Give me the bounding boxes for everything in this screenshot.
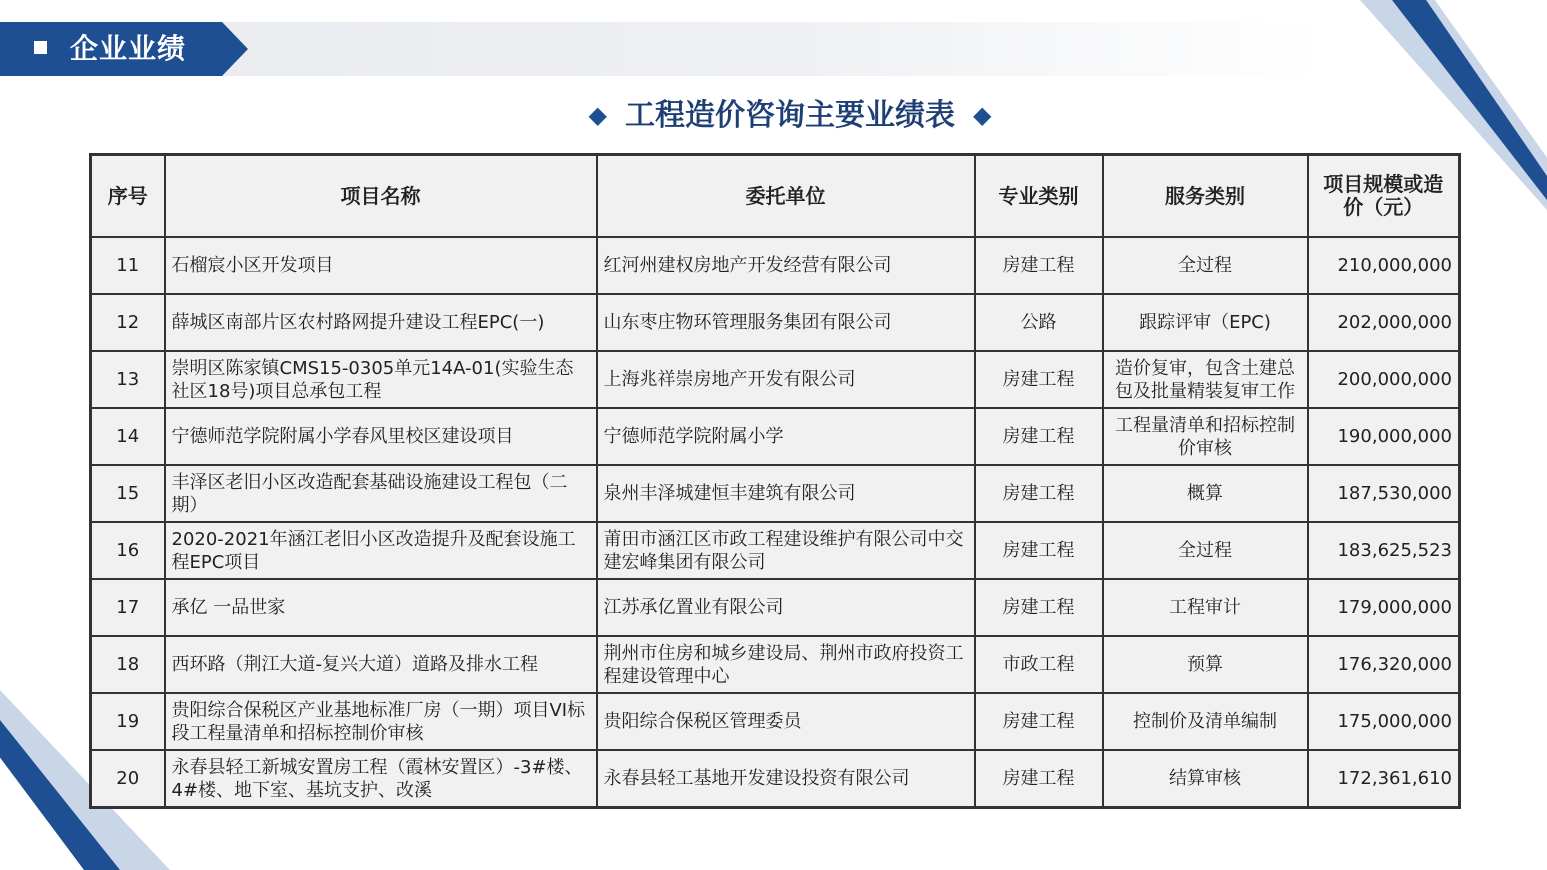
project-name: 承亿 一品世家 [165,579,597,636]
row-number: 12 [91,294,165,351]
table-row [91,636,1460,693]
table-row [91,693,1460,750]
category: 房建工程 [975,351,1103,408]
category: 房建工程 [975,237,1103,294]
category: 房建工程 [975,750,1103,808]
client-name: 莆田市涵江区市政工程建设维护有限公司中交建宏峰集团有限公司 [597,522,975,579]
table-row [91,522,1460,579]
amount: 202,000,000 [1308,294,1460,351]
table-row [91,465,1460,522]
amount: 175,000,000 [1308,693,1460,750]
row-number: 17 [91,579,165,636]
row-number: 19 [91,693,165,750]
column-header-service: 服务类别 [1103,155,1308,238]
table-row [91,750,1460,808]
performance-table [89,153,1461,809]
project-name: 石榴宸小区开发项目 [165,237,597,294]
project-name: 崇明区陈家镇CMS15-0305单元14A-01(实验生态社区18号)项目总承包工程 [165,351,597,408]
project-name: 贵阳综合保税区产业基地标准厂房（一期）项目VI标段工程量清单和招标控制价审核 [165,693,597,750]
amount: 176,320,000 [1308,636,1460,693]
project-name: 丰泽区老旧小区改造配套基础设施建设工程包（二期） [165,465,597,522]
service-type: 造价复审，包含土建总包及批量精装复审工作 [1103,351,1308,408]
amount: 187,530,000 [1308,465,1460,522]
column-header-amount: 项目规模或造价（元） [1308,155,1460,238]
category: 房建工程 [975,693,1103,750]
row-number: 11 [91,237,165,294]
category: 公路 [975,294,1103,351]
amount: 200,000,000 [1308,351,1460,408]
service-type: 工程审计 [1103,579,1308,636]
service-type: 全过程 [1103,522,1308,579]
service-type: 概算 [1103,465,1308,522]
diamond-icon: ◆ [588,101,607,129]
project-name: 西环路（荆江大道-复兴大道）道路及排水工程 [165,636,597,693]
client-name: 荆州市住房和城乡建设局、荆州市政府投资工程建设管理中心 [597,636,975,693]
project-name: 2020-2021年涵江老旧小区改造提升及配套设施工程EPC项目 [165,522,597,579]
amount: 172,361,610 [1308,750,1460,808]
project-name: 宁德师范学院附属小学春风里校区建设项目 [165,408,597,465]
amount: 179,000,000 [1308,579,1460,636]
client-name: 贵阳综合保税区管理委员 [597,693,975,750]
service-type: 结算审核 [1103,750,1308,808]
category: 房建工程 [975,579,1103,636]
diamond-icon: ◆ [973,101,992,129]
table-row [91,351,1460,408]
service-type: 工程量清单和招标控制价审核 [1103,408,1308,465]
table-row [91,579,1460,636]
row-number: 16 [91,522,165,579]
page-title: 工程造价咨询主要业绩表 [625,98,955,133]
client-name: 山东枣庄物环管理服务集团有限公司 [597,294,975,351]
row-number: 15 [91,465,165,522]
column-header-client: 委托单位 [597,155,975,238]
service-type: 预算 [1103,636,1308,693]
table-header-row [91,155,1460,238]
category: 房建工程 [975,408,1103,465]
row-number: 18 [91,636,165,693]
project-name: 薛城区南部片区农村路网提升建设工程EPC(一) [165,294,597,351]
service-type: 跟踪评审（EPC) [1103,294,1308,351]
category: 市政工程 [975,636,1103,693]
table-row [91,408,1460,465]
category: 房建工程 [975,465,1103,522]
client-name: 永春县轻工基地开发建设投资有限公司 [597,750,975,808]
row-number: 13 [91,351,165,408]
client-name: 上海兆祥崇房地产开发有限公司 [597,351,975,408]
client-name: 红河州建权房地产开发经营有限公司 [597,237,975,294]
column-header-category: 专业类别 [975,155,1103,238]
client-name: 泉州丰泽城建恒丰建筑有限公司 [597,465,975,522]
row-number: 14 [91,408,165,465]
amount: 190,000,000 [1308,408,1460,465]
service-type: 控制价及清单编制 [1103,693,1308,750]
amount: 183,625,523 [1308,522,1460,579]
column-header-no: 序号 [91,155,165,238]
client-name: 江苏承亿置业有限公司 [597,579,975,636]
category: 房建工程 [975,522,1103,579]
table-row [91,237,1460,294]
page-title-row [0,92,1547,138]
table-row [91,294,1460,351]
service-type: 全过程 [1103,237,1308,294]
project-name: 永春县轻工新城安置房工程（霞林安置区）-3#楼、4#楼、地下室、基坑支护、改溪 [165,750,597,808]
row-number: 20 [91,750,165,808]
amount: 210,000,000 [1308,237,1460,294]
client-name: 宁德师范学院附属小学 [597,408,975,465]
square-bullet-icon [34,41,47,54]
column-header-project-name: 项目名称 [165,155,597,238]
section-label: 企业业绩 [70,32,187,65]
